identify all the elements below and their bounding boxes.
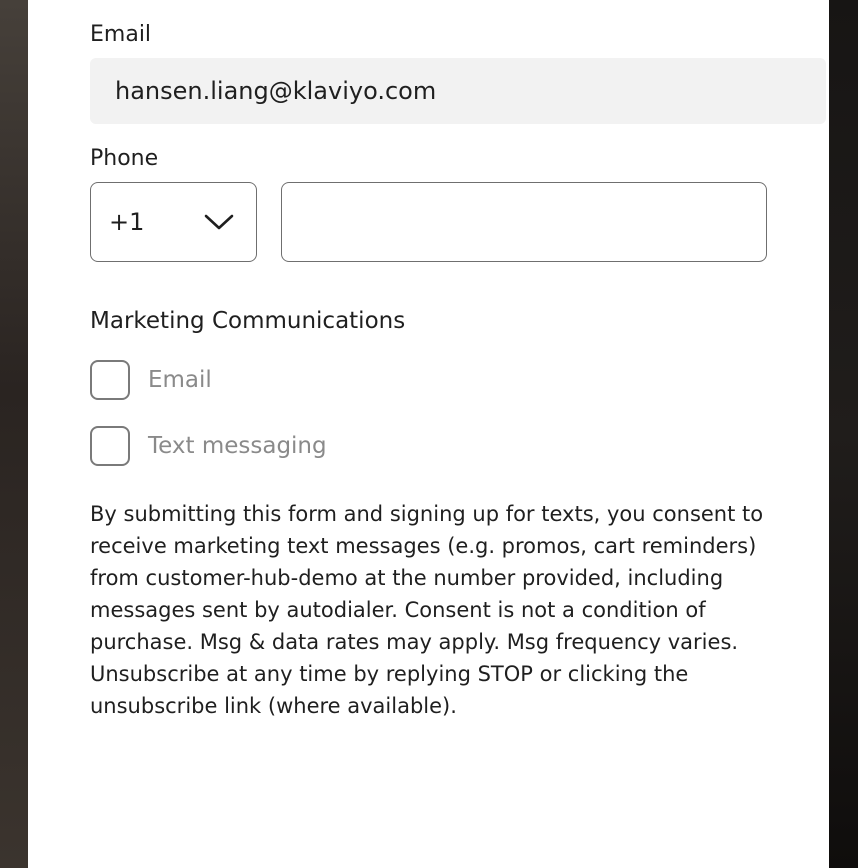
country-code-value: +1 xyxy=(109,208,145,236)
phone-number-input[interactable] xyxy=(281,182,767,262)
marketing-option-email[interactable] xyxy=(90,360,767,400)
email-input[interactable]: hansen.liang@klaviyo.com xyxy=(90,58,826,124)
checkbox-email[interactable] xyxy=(90,360,130,400)
sms-consent-disclaimer: By submitting this form and signing up for texts, you consent to receive marketing text messages (e.g. promos, cart reminders) from customer-hub-demo at the number provided, including messages sent by autodialer. Consent is not a condition of purchase. Msg & data rates may apply. Msg frequency varies. Unsubscribe at any time by replying STOP or clicking the unsubscribe link (where available). xyxy=(90,502,764,718)
form-content xyxy=(28,24,829,722)
signup-form-sheet xyxy=(28,0,829,868)
country-code-select[interactable] xyxy=(90,182,257,262)
email-label: Email xyxy=(90,22,152,47)
backdrop-right-edge xyxy=(829,0,858,868)
marketing-option-text-messaging[interactable] xyxy=(90,426,767,466)
checkbox-text-messaging-label: Text messaging xyxy=(148,433,327,459)
backdrop-left-edge xyxy=(0,0,28,868)
marketing-communications-title: Marketing Communications xyxy=(90,308,406,334)
checkbox-text-messaging[interactable] xyxy=(90,426,130,466)
chevron-down-icon xyxy=(204,213,234,231)
checkbox-email-label: Email xyxy=(148,367,212,393)
phone-label: Phone xyxy=(90,146,159,171)
phone-row xyxy=(90,182,767,262)
